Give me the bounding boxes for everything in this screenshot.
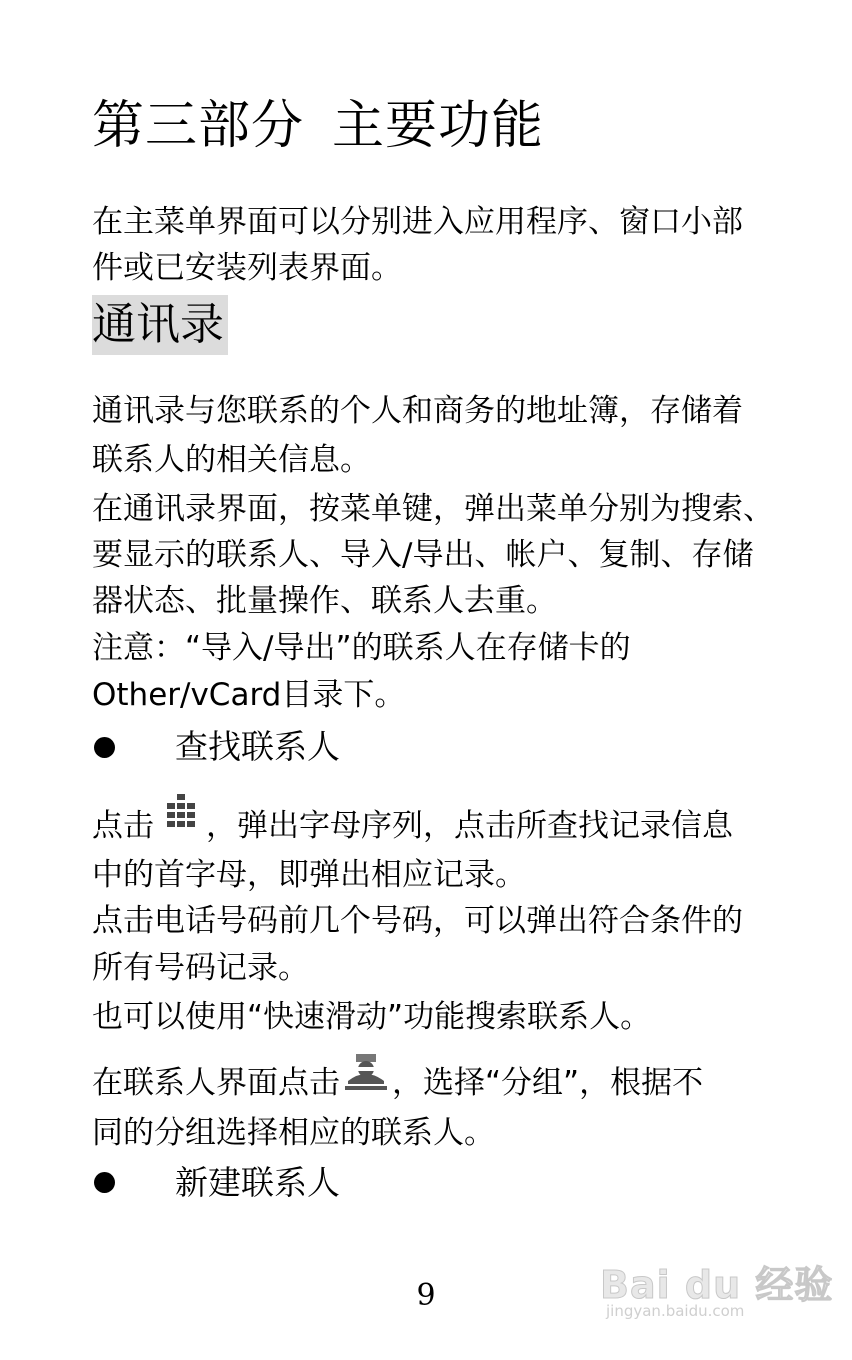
find-line-4: 所有号码记录。 — [92, 950, 309, 986]
watermark-logo: Bai du 经验 — [600, 1263, 834, 1307]
paragraph-line: 要显示的联系人、导入/导出、帐户、复制、存储 — [92, 537, 754, 573]
page-title — [92, 93, 544, 159]
intro-line-1: 在主菜单界面可以分别进入应用程序、窗口小部 — [92, 204, 743, 240]
find-text: 在联系人界面点击 — [92, 1065, 340, 1101]
bullet-dot — [94, 1172, 115, 1193]
find-line-5: 也可以使用“快速滑动”功能搜索联系人。 — [92, 999, 652, 1035]
group-contacts-icon — [342, 1053, 390, 1093]
bullet-dot — [94, 737, 115, 758]
part-topic: 主要功能 — [332, 96, 545, 156]
note-line: 注意：“导入/导出”的联系人在存储卡的 — [92, 630, 631, 666]
grid-icon — [162, 794, 200, 834]
find-text: 点击 — [92, 808, 154, 844]
find-line-2: 中的首字母，即弹出相应记录。 — [92, 857, 526, 893]
find-line-7: 同的分组选择相应的联系人。 — [92, 1115, 495, 1151]
paragraph-line: 通讯录与您联系的个人和商务的地址簿，存储着 — [92, 393, 743, 429]
paragraph-line: 器状态、批量操作、联系人去重。 — [92, 583, 557, 619]
note-line: Other/vCard目录下。 — [92, 677, 406, 713]
paragraph-line: 在通讯录界面，按菜单键，弹出菜单分别为搜索、 — [92, 491, 774, 527]
find-line-3: 点击电话号码前几个号码，可以弹出符合条件的 — [92, 903, 743, 939]
section-heading: 通讯录 — [92, 295, 228, 355]
paragraph-line: 联系人的相关信息。 — [92, 442, 371, 478]
intro-line-2: 件或已安装列表界面。 — [92, 250, 402, 286]
page-number: 9 — [416, 1278, 436, 1313]
bullet-new-contact: 新建联系人 — [175, 1163, 340, 1202]
find-text: ，弹出字母序列，点击所查找记录信息 — [206, 808, 733, 844]
find-line-6 — [92, 1060, 703, 1106]
find-text: ，选择“分组”，根据不 — [392, 1065, 704, 1101]
find-line-1 — [92, 803, 733, 849]
baidu-jingyan-watermark — [600, 1232, 834, 1332]
watermark-url: jingyan.baidu.com — [606, 1302, 745, 1320]
part-label: 第三部分 — [92, 96, 305, 156]
bullet-find-contacts: 查找联系人 — [175, 727, 340, 766]
